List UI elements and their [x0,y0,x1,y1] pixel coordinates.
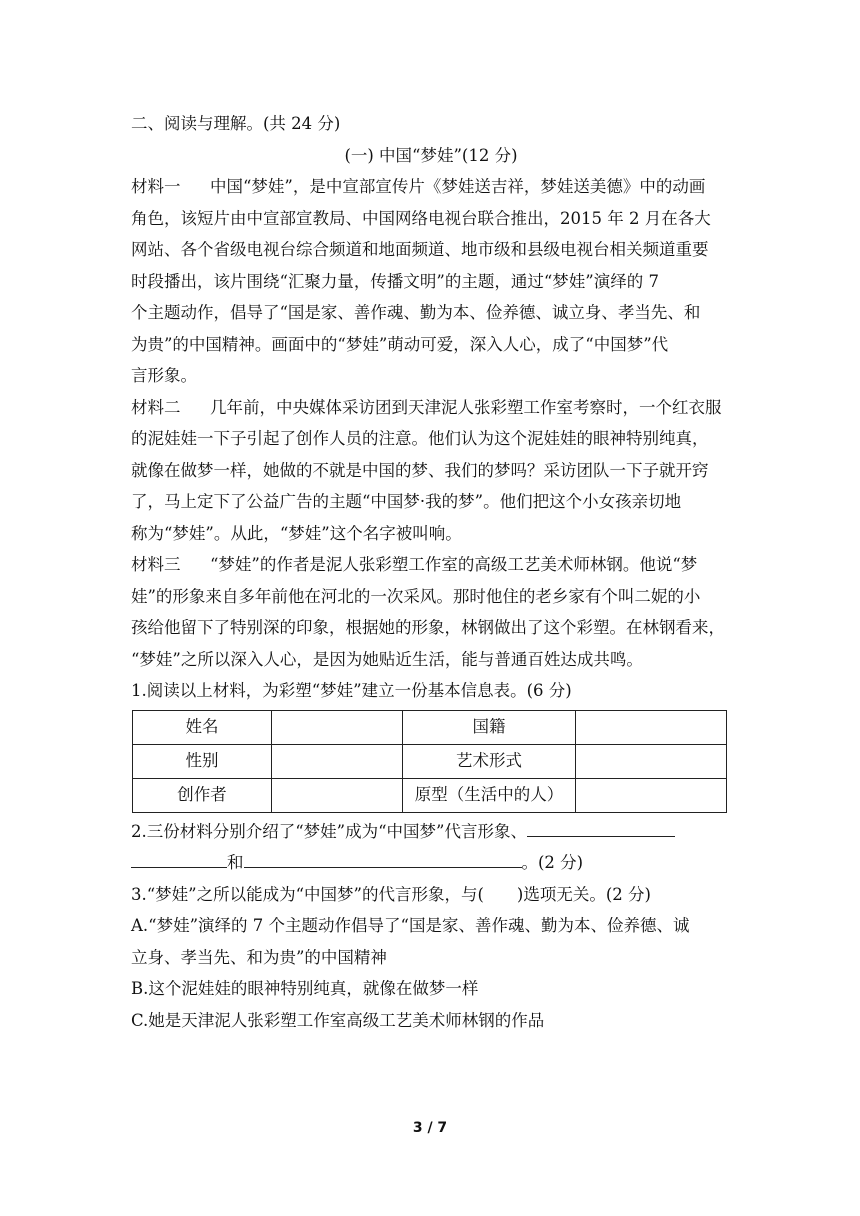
answer-blank[interactable] [244,847,522,868]
option-a: A.“梦娃”演绎的 7 个主题动作倡导了“国是家、善作魂、勤为本、俭养德、诚 [131,916,690,935]
table-row [133,778,727,812]
material-one-line: 网站、各个省级电视台综合频道和地面频道、地市级和县级电视台相关频道重要 [131,240,709,259]
question-two-line [131,847,731,879]
question-two-ending: 。(2 分) [521,853,584,872]
table-row [133,710,727,744]
material-two-line: 的泥娃娃一下子引起了创作人员的注意。他们认为这个泥娃娃的眼神特别纯真， [131,429,709,448]
material-one-line: 个主题动作，倡导了“国是家、善作魂、勤为本、俭养德、诚立身、孝当先、和 [131,303,701,322]
table-cell-label: 原型（生活中的人） [403,778,576,812]
material-one-line: 为贵”的中国精神。画面中的“梦娃”萌动可爱，深入人心，成了“中国梦”代 [131,334,669,354]
table-cell-answer[interactable] [576,744,727,778]
material-three [131,549,731,675]
material-one-line: 时段播出，该片围绕“汇聚力量，传播文明”的主题，通过“梦娃”演绎的 7 [131,271,659,291]
material-one-line: 言形象。 [131,366,197,385]
info-table [132,710,727,813]
answer-blank[interactable] [131,847,227,868]
material-one-line: 中国“梦娃”，是中宣部宣传片《梦娃送吉祥，梦娃送美德》中的动画 [210,177,706,196]
table-cell-answer[interactable] [272,710,403,744]
question-two-prompt: 2.三份材料分别介绍了“梦娃”成为“中国梦”代言形象、 [131,821,527,841]
table-row [133,744,727,778]
table-cell-answer[interactable] [576,710,727,744]
page-content [131,108,731,1036]
material-one [131,171,731,392]
page-number: 3 / 7 [412,1120,448,1136]
table-cell-answer[interactable] [272,778,403,812]
table-cell-answer[interactable] [576,778,727,812]
material-three-line: “梦娃”的作者是泥人张彩塑工作室的高级工艺美术师林钢。他说“梦 [210,555,698,574]
table-cell-label: 艺术形式 [403,744,576,778]
material-two-label: 材料二 [131,397,181,417]
subsection-title: (一) 中国“梦娃”(12 分) [344,145,518,165]
table-cell-label: 创作者 [133,778,272,812]
material-two [131,392,731,550]
question-three-prompt: 3.“梦娃”之所以能成为“中国梦”的代言形象，与( )选项无关。(2 分) [131,884,651,904]
answer-blank[interactable] [527,816,675,837]
table-cell-label: 姓名 [133,710,272,744]
option-a-continued: 立身、孝当先、和为贵”的中国精神 [131,947,387,967]
material-one-label: 材料一 [131,177,181,196]
material-two-line: 就像在做梦一样，她做的不就是中国的梦、我们的梦吗？采访团队一下子就开窍 [131,460,709,480]
material-one-line: 角色，该短片由中宣部宣教局、中国网络电视台联合推出，2015 年 2 月在各大 [131,208,711,228]
question-one-prompt: 1.阅读以上材料，为彩塑“梦娃”建立一份基本信息表。(6 分) [131,681,572,700]
material-two-line: 几年前，中央媒体采访团到天津泥人张彩塑工作室考察时，一个红衣服 [210,397,722,417]
question-two-joiner: 和 [227,853,244,872]
option-c: C.她是天津泥人张彩塑工作室高级工艺美术师林钢的作品 [131,1010,545,1030]
table-cell-label: 性别 [133,744,272,778]
table-cell-label: 国籍 [403,710,576,744]
material-three-line: 孩给他留下了特别深的印象，根据她的形象，林钢做出了这个彩塑。在林钢看来， [131,618,725,637]
material-two-line: 称为“梦娃”。从此，“梦娃”这个名字被叫响。 [131,523,462,543]
option-b: B.这个泥娃娃的眼神特别纯真，就像在做梦一样 [131,979,479,998]
material-two-line: 了，马上定下了公益广告的主题“中国梦·我的梦”。他们把这个小女孩亲切地 [131,492,682,511]
material-three-line: 娃”的形象来自多年前他在河北的一次采风。那时他住的老乡家有个叫二妮的小 [131,586,701,606]
table-cell-answer[interactable] [272,744,403,778]
material-three-line: “梦娃”之所以深入人心，是因为她贴近生活，能与普通百姓达成共鸣。 [131,649,643,669]
question-two-line [131,816,731,848]
section-title: 二、阅读与理解。(共 24 分) [131,114,341,133]
material-three-label: 材料三 [131,555,181,574]
